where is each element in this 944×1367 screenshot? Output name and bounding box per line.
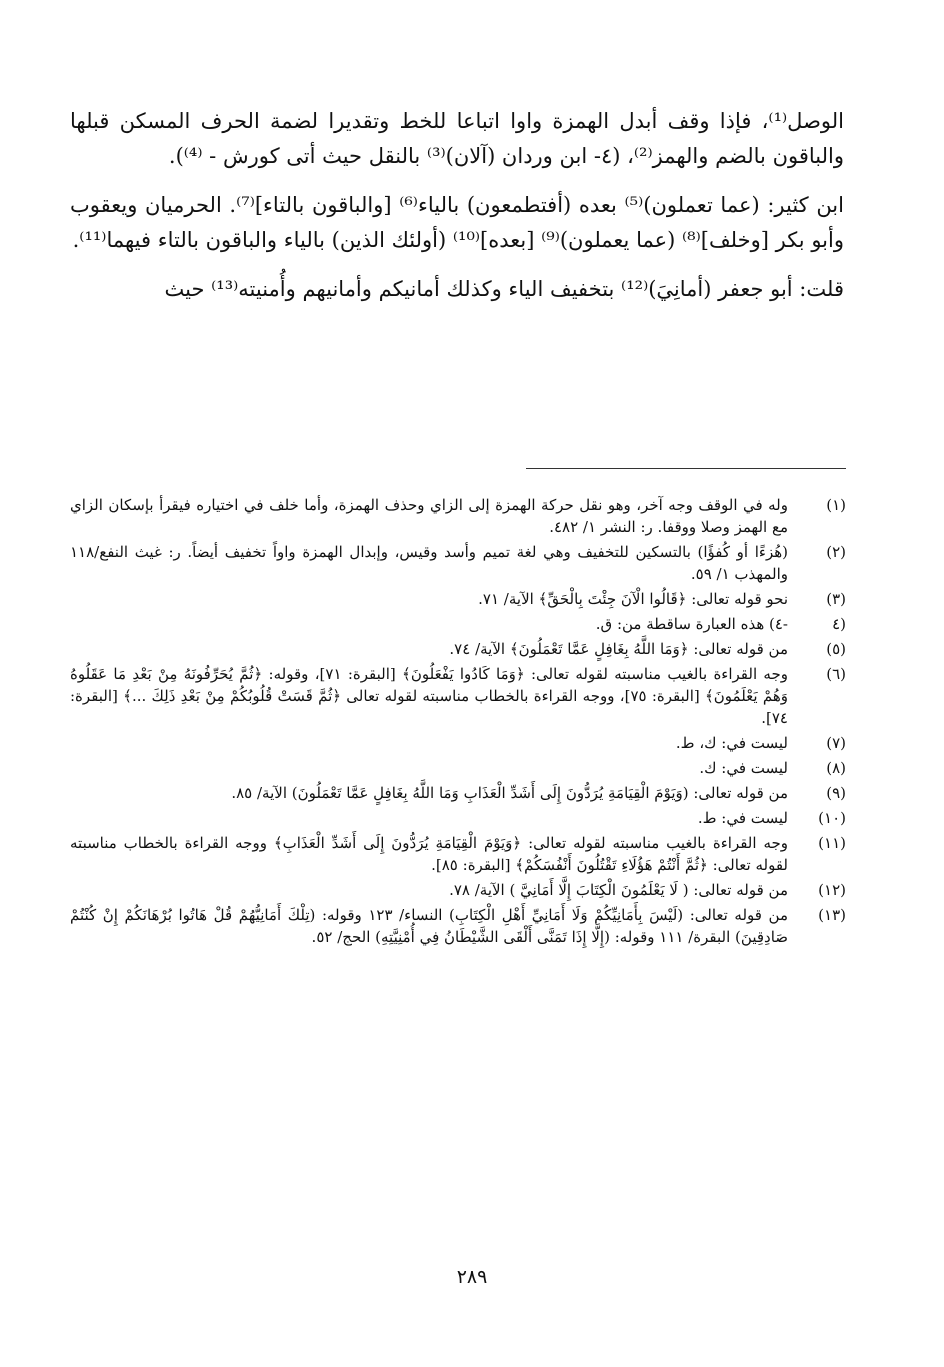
footnote-3 bbox=[70, 588, 846, 610]
page-number: ٢٨٩ bbox=[456, 1266, 488, 1288]
footnote-number: (٤ bbox=[832, 615, 846, 633]
footnote-text: نحو قوله تعالى: ﴿قَالُوا الْآنَ جِئْتَ بِالْحَقِّ﴾ الآية/ ٧١. bbox=[478, 590, 788, 608]
footnote-text: (هُزءًا أو كُفؤًا) بالتسكين للتخفيف وهي لغة تميم وأسد وقيس، وإبدال الهمزة واواً تخفيف أيضاً. ر: غيث النفع/١١٨ والمهذب ١/ ٥٩. bbox=[70, 543, 788, 583]
main-paragraph-1: الوصل⁽¹⁾، فإذا وقف أبدل الهمزة واوا اتباعا للخط وتقديرا لضمة الحرف المسكن قبلها والباقون بالضم والهمز⁽²⁾، (٤- ابن وردان (آلان)⁽³⁾ بالنقل حيث أتى كورش - ⁽⁴⁾). bbox=[70, 109, 844, 168]
footnote-4 bbox=[70, 613, 846, 635]
footnote-number: (٢) bbox=[826, 543, 846, 561]
footnote-text: وله في الوقف وجه آخر، وهو نقل حركة الهمزة إلى الزاي وحذف الهمزة، وأما خلف في اختياره فيقرأ بإسكان الزاي مع الهمز وصلا ووقفا. ر: النشر ١/ ٤٨٢. bbox=[70, 496, 788, 536]
footnote-2 bbox=[70, 541, 846, 585]
main-paragraph-3: قلت: أبو جعفر (أمانِيَ)⁽¹²⁾ بتخفيف الياء وكذلك أمانيكم وأمانيهم وأُمنيته⁽¹³⁾ حيث bbox=[164, 277, 844, 301]
footnote-6 bbox=[70, 663, 846, 729]
footnote-5 bbox=[70, 638, 846, 660]
footnote-text: وجه القراءة بالغيب مناسبته لقوله تعالى: ﴿وَمَا كَادُوا يَفْعَلُونَ﴾ [البقرة: ٧١]، وقوله: ﴿ثُمَّ يُحَرِّفُونَهُ مِنْ بَعْدِ مَا عَقَلُوهُ وَهُمْ يَعْلَمُونَ﴾ [البقرة: ٧٥]، ووجه القراءة بالخطاب مناسبته لقوله تعالى ﴿ثُمَّ قَسَتْ قُلُوبُكُمْ مِنْ بَعْدِ ذَلِكَ ...﴾ [البقرة: ٧٤]. bbox=[70, 665, 788, 727]
footnote-text: ليست في: ك، ط. bbox=[675, 734, 788, 752]
footnote-13 bbox=[70, 904, 846, 948]
footnote-separator bbox=[526, 468, 846, 469]
footnote-number: (١٠) bbox=[818, 809, 846, 827]
footnote-text: من قوله تعالى: ( لَا يَعْلَمُونَ الْكِتَابَ إِلَّا أَمَانِيَّ ) الآية/ ٧٨. bbox=[449, 881, 788, 899]
footnote-7 bbox=[70, 732, 846, 754]
footnote-1 bbox=[70, 494, 846, 538]
footnote-12 bbox=[70, 879, 846, 901]
footnote-text: من قوله تعالى: (لَيْسَ بِأَمَانِيِّكُمْ وَلَا أَمَانِيِّ أَهْلِ الْكِتَابِ) النساء/ ١٢٣ وقوله: (تِلْكَ أَمَانِيُّهُمْ قُلْ هَاتُوا بُرْهَانَكُمْ إِنْ كُنْتُمْ صَادِقِينَ) البقرة/ ١١١ وقوله: (إِلَّا إِذَا تَمَنَّى أَلْقَى الشَّيْطَانُ فِي أُمْنِيَّتِهِ) الحج/ ٥٢. bbox=[70, 906, 788, 946]
footnote-number: (٦) bbox=[826, 665, 846, 683]
footnote-text: من قوله تعالى: (وَيَوْمَ الْقِيَامَةِ يُرَدُّونَ إِلَى أَشَدِّ الْعَذَابِ وَمَا اللَّهُ بِغَافِلٍ عَمَّا تَعْمَلُونَ) الآية/ ٨٥. bbox=[231, 784, 788, 802]
footnote-number: (٥) bbox=[826, 640, 846, 658]
footnote-text: وجه القراءة بالغيب مناسبته لقوله تعالى: ﴿وَيَوْمَ الْقِيَامَةِ يُرَدُّونَ إِلَى أَشَدِّ الْعَذَابِ﴾ ووجه القراءة بالخطاب مناسبته لقوله تعالى: ﴿ثُمَّ أَنْتُمْ هَؤُلَاءِ تَقْتُلُونَ أَنْفُسَكُمْ﴾ [البقرة: ٨٥]. bbox=[70, 834, 788, 874]
main-paragraph-2: ابن كثير: (عما تعملون)⁽⁵⁾ بعده (أفتطمعون) بالياء⁽⁶⁾ [والباقون بالتاء]⁽⁷⁾. الحرميان ويعقوب وأبو بكر [وخلف]⁽⁸⁾ (عما يعملون)⁽⁹⁾ [بعده]⁽¹⁰⁾ (أولئك الذين) بالياء والباقون بالتاء فيهما⁽¹¹⁾. bbox=[70, 193, 844, 252]
footnote-number: (٣) bbox=[826, 590, 846, 608]
footnote-number: (١) bbox=[826, 496, 846, 514]
footnote-text: من قوله تعالى: ﴿وَمَا اللَّهُ بِغَافِلٍ عَمَّا تَعْمَلُونَ﴾ الآية/ ٧٤. bbox=[449, 640, 788, 658]
footnote-10 bbox=[70, 807, 846, 829]
footnote-number: (٩) bbox=[826, 784, 846, 802]
footnotes bbox=[70, 494, 846, 951]
footnote-number: (١١) bbox=[818, 834, 846, 852]
footnote-number: (٧) bbox=[826, 734, 846, 752]
main-text bbox=[70, 104, 844, 321]
footnote-11 bbox=[70, 832, 846, 876]
footnote-number: (١٢) bbox=[818, 881, 846, 899]
footnote-8 bbox=[70, 757, 846, 779]
footnote-number: (٨) bbox=[826, 759, 846, 777]
footnote-text: ليست في: ط. bbox=[697, 809, 788, 827]
footnote-text: -٤) هذه العبارة ساقطة من: ق. bbox=[595, 615, 788, 633]
footnote-text: ليست في: ك. bbox=[699, 759, 788, 777]
footnote-9 bbox=[70, 782, 846, 804]
footnote-number: (١٣) bbox=[818, 906, 846, 924]
